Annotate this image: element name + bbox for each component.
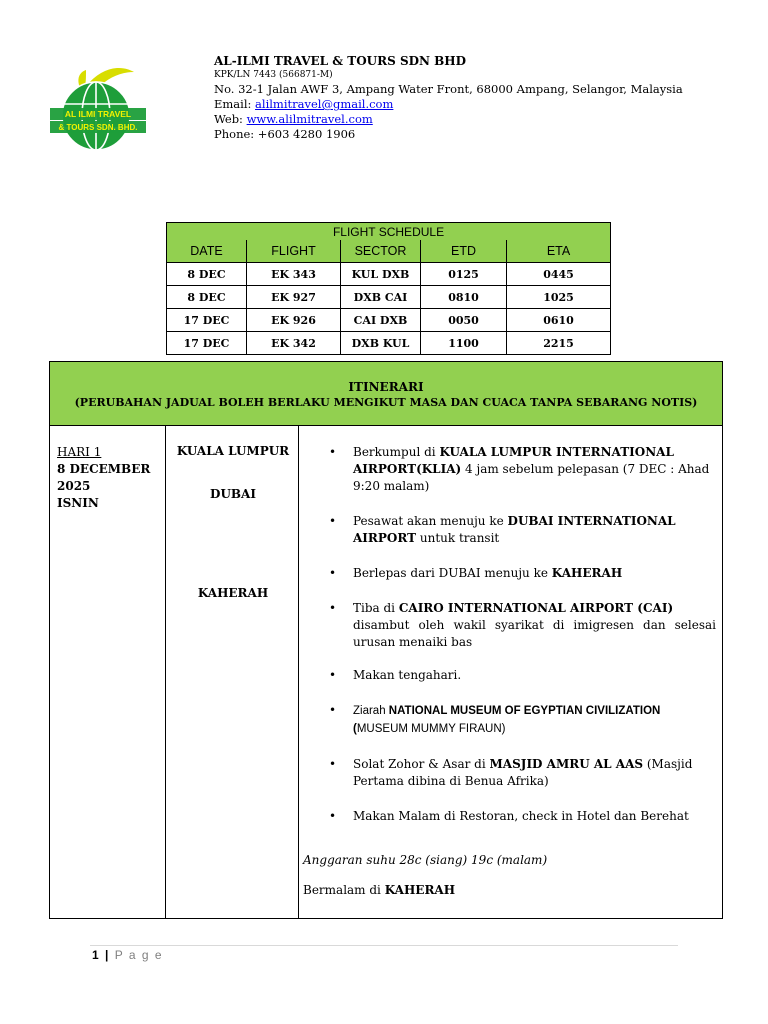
flight-schedule-title: FLIGHT SCHEDULE <box>167 223 611 241</box>
cell-flight: EK 927 <box>247 286 341 309</box>
company-email-line <box>214 97 683 112</box>
table-row <box>167 286 611 309</box>
flight-header-row <box>167 240 611 263</box>
cell-sector: DXB CAI <box>341 286 421 309</box>
activity-bold: NATIONAL MUSEUM OF EGYPTIAN CIVILIZATION ( <box>353 705 661 735</box>
company-info <box>214 54 683 142</box>
email-link[interactable]: alilmitravel@gmail.com <box>255 97 394 111</box>
place-kuala-lumpur: KUALA LUMPUR <box>176 444 290 458</box>
activity-text: MUSEUM MUMMY FIRAUN) <box>356 723 506 735</box>
list-item <box>302 667 716 684</box>
activity-text: Makan Malam di Restoran, check in Hotel dan Berehat <box>353 809 689 823</box>
activity-text: Berkumpul di <box>353 445 440 459</box>
place-kaherah: KAHERAH <box>197 586 269 600</box>
overnight-stay <box>303 883 455 897</box>
company-name: AL-ILMI TRAVEL & TOURS SDN BHD <box>214 54 467 68</box>
website-link[interactable]: www.alilmitravel.com <box>246 112 373 126</box>
cell-etd: 0050 <box>421 309 507 332</box>
column-divider <box>165 426 166 918</box>
header-date: DATE <box>167 240 247 263</box>
itinerary-note: (PERUBAHAN JADUAL BOLEH BERLAKU MENGIKUT MASA DAN CUACA TANPA SEBARANG NOTIS) <box>74 396 698 409</box>
bullet-icon: • <box>329 809 337 823</box>
list-item <box>302 600 716 651</box>
page-footer <box>92 948 163 962</box>
cell-date: 17 DEC <box>167 332 247 355</box>
list-item <box>302 756 716 790</box>
day-date: 8 DECEMBER 2025 <box>57 462 151 493</box>
activities-list <box>302 444 716 825</box>
cell-date: 8 DEC <box>167 263 247 286</box>
cell-eta: 1025 <box>507 286 611 309</box>
footer-divider <box>90 945 678 946</box>
itinerary-box <box>49 361 723 919</box>
cell-flight: EK 926 <box>247 309 341 332</box>
flight-schedule-table <box>166 222 611 355</box>
activity-text: untuk transit <box>416 531 500 545</box>
bullet-icon: • <box>329 445 337 459</box>
cell-flight: EK 343 <box>247 263 341 286</box>
cell-date: 17 DEC <box>167 309 247 332</box>
activity-text: disambut oleh wakil syarikat di imigresen dan selesai urusan menaiki bas <box>353 618 716 649</box>
bullet-icon: • <box>329 514 337 528</box>
list-item <box>302 513 716 547</box>
activity-bold: DUBAI INTERNATIONAL AIRPORT <box>353 514 676 545</box>
table-row <box>167 332 611 355</box>
bullet-icon: • <box>329 668 337 682</box>
list-item <box>302 444 716 495</box>
cell-sector: KUL DXB <box>341 263 421 286</box>
email-label: Email: <box>214 97 256 111</box>
table-row <box>167 309 611 332</box>
itinerary-title: ITINERARI <box>348 380 424 394</box>
registration-number: KPK/LN 7443 (566871-M) <box>214 70 333 80</box>
cell-flight: EK 342 <box>247 332 341 355</box>
activity-bold: KUALA LUMPUR INTERNATIONAL AIRPORT(KLIA) <box>353 445 674 476</box>
column-divider <box>298 426 299 918</box>
header-eta: ETA <box>507 240 611 263</box>
activity-bold: MASJID AMRU AL AAS <box>489 757 644 771</box>
company-logo <box>50 66 150 156</box>
itinerary-header <box>50 362 722 426</box>
flight-schedule-title-row <box>167 223 611 241</box>
activity-text: Solat Zohor & Asar di <box>353 757 490 771</box>
cell-date: 8 DEC <box>167 286 247 309</box>
header-flight: FLIGHT <box>247 240 341 263</box>
bullet-icon: • <box>329 566 337 580</box>
company-address: No. 32-1 Jalan AWF 3, Ampang Water Front, 68000 Ampang, Selangor, Malaysia <box>214 82 683 96</box>
cell-eta: 0610 <box>507 309 611 332</box>
activity-text: Berlepas dari DUBAI menuju ke <box>353 566 552 580</box>
cell-etd: 0125 <box>421 263 507 286</box>
activity-bold: CAIRO INTERNATIONAL AIRPORT (CAI) <box>398 601 674 615</box>
activity-text: Tiba di <box>353 601 399 615</box>
temperature-note: Anggaran suhu 28c (siang) 19c (malam) <box>303 853 548 867</box>
stay-city: KAHERAH <box>384 883 456 897</box>
activity-text: Ziarah <box>353 705 389 717</box>
web-label: Web: <box>214 112 247 126</box>
activity-text: 4 jam sebelum pelepasan (7 DEC : Ahad 9:20 malam) <box>353 462 710 493</box>
stay-text: Bermalam di <box>303 883 385 897</box>
header-etd: ETD <box>421 240 507 263</box>
bullet-icon: • <box>329 757 337 771</box>
list-item <box>302 702 716 738</box>
logo-text-line2: & TOURS SDN. BHD. <box>58 123 138 132</box>
globe-logo-icon <box>50 66 150 156</box>
cell-etd: 1100 <box>421 332 507 355</box>
day-label: HARI 1 <box>57 445 102 459</box>
page-separator: | <box>105 948 110 962</box>
bullet-icon: • <box>329 601 337 615</box>
activity-text: Pesawat akan menuju ke <box>353 514 508 528</box>
activity-text: Makan tengahari. <box>353 668 462 682</box>
day-weekday: ISNIN <box>57 496 99 510</box>
table-row <box>167 263 611 286</box>
activity-bold: KAHERAH <box>551 566 623 580</box>
page-number: 1 <box>92 948 101 962</box>
logo-text-line1: AL ILMI TRAVEL <box>64 109 132 119</box>
list-item <box>302 565 716 582</box>
list-item <box>302 808 716 825</box>
header-sector: SECTOR <box>341 240 421 263</box>
cell-eta: 2215 <box>507 332 611 355</box>
cell-etd: 0810 <box>421 286 507 309</box>
bullet-icon: • <box>329 703 337 717</box>
company-web-line <box>214 112 683 127</box>
company-phone: Phone: +603 4280 1906 <box>214 127 356 141</box>
day-column <box>57 444 157 512</box>
place-dubai: DUBAI <box>210 487 256 501</box>
cell-sector: DXB KUL <box>341 332 421 355</box>
page-label: P a g e <box>114 948 164 962</box>
cell-sector: CAI DXB <box>341 309 421 332</box>
activity-text: (Masjid Pertama dibina di Benua Afrika) <box>353 757 693 788</box>
cell-eta: 0445 <box>507 263 611 286</box>
